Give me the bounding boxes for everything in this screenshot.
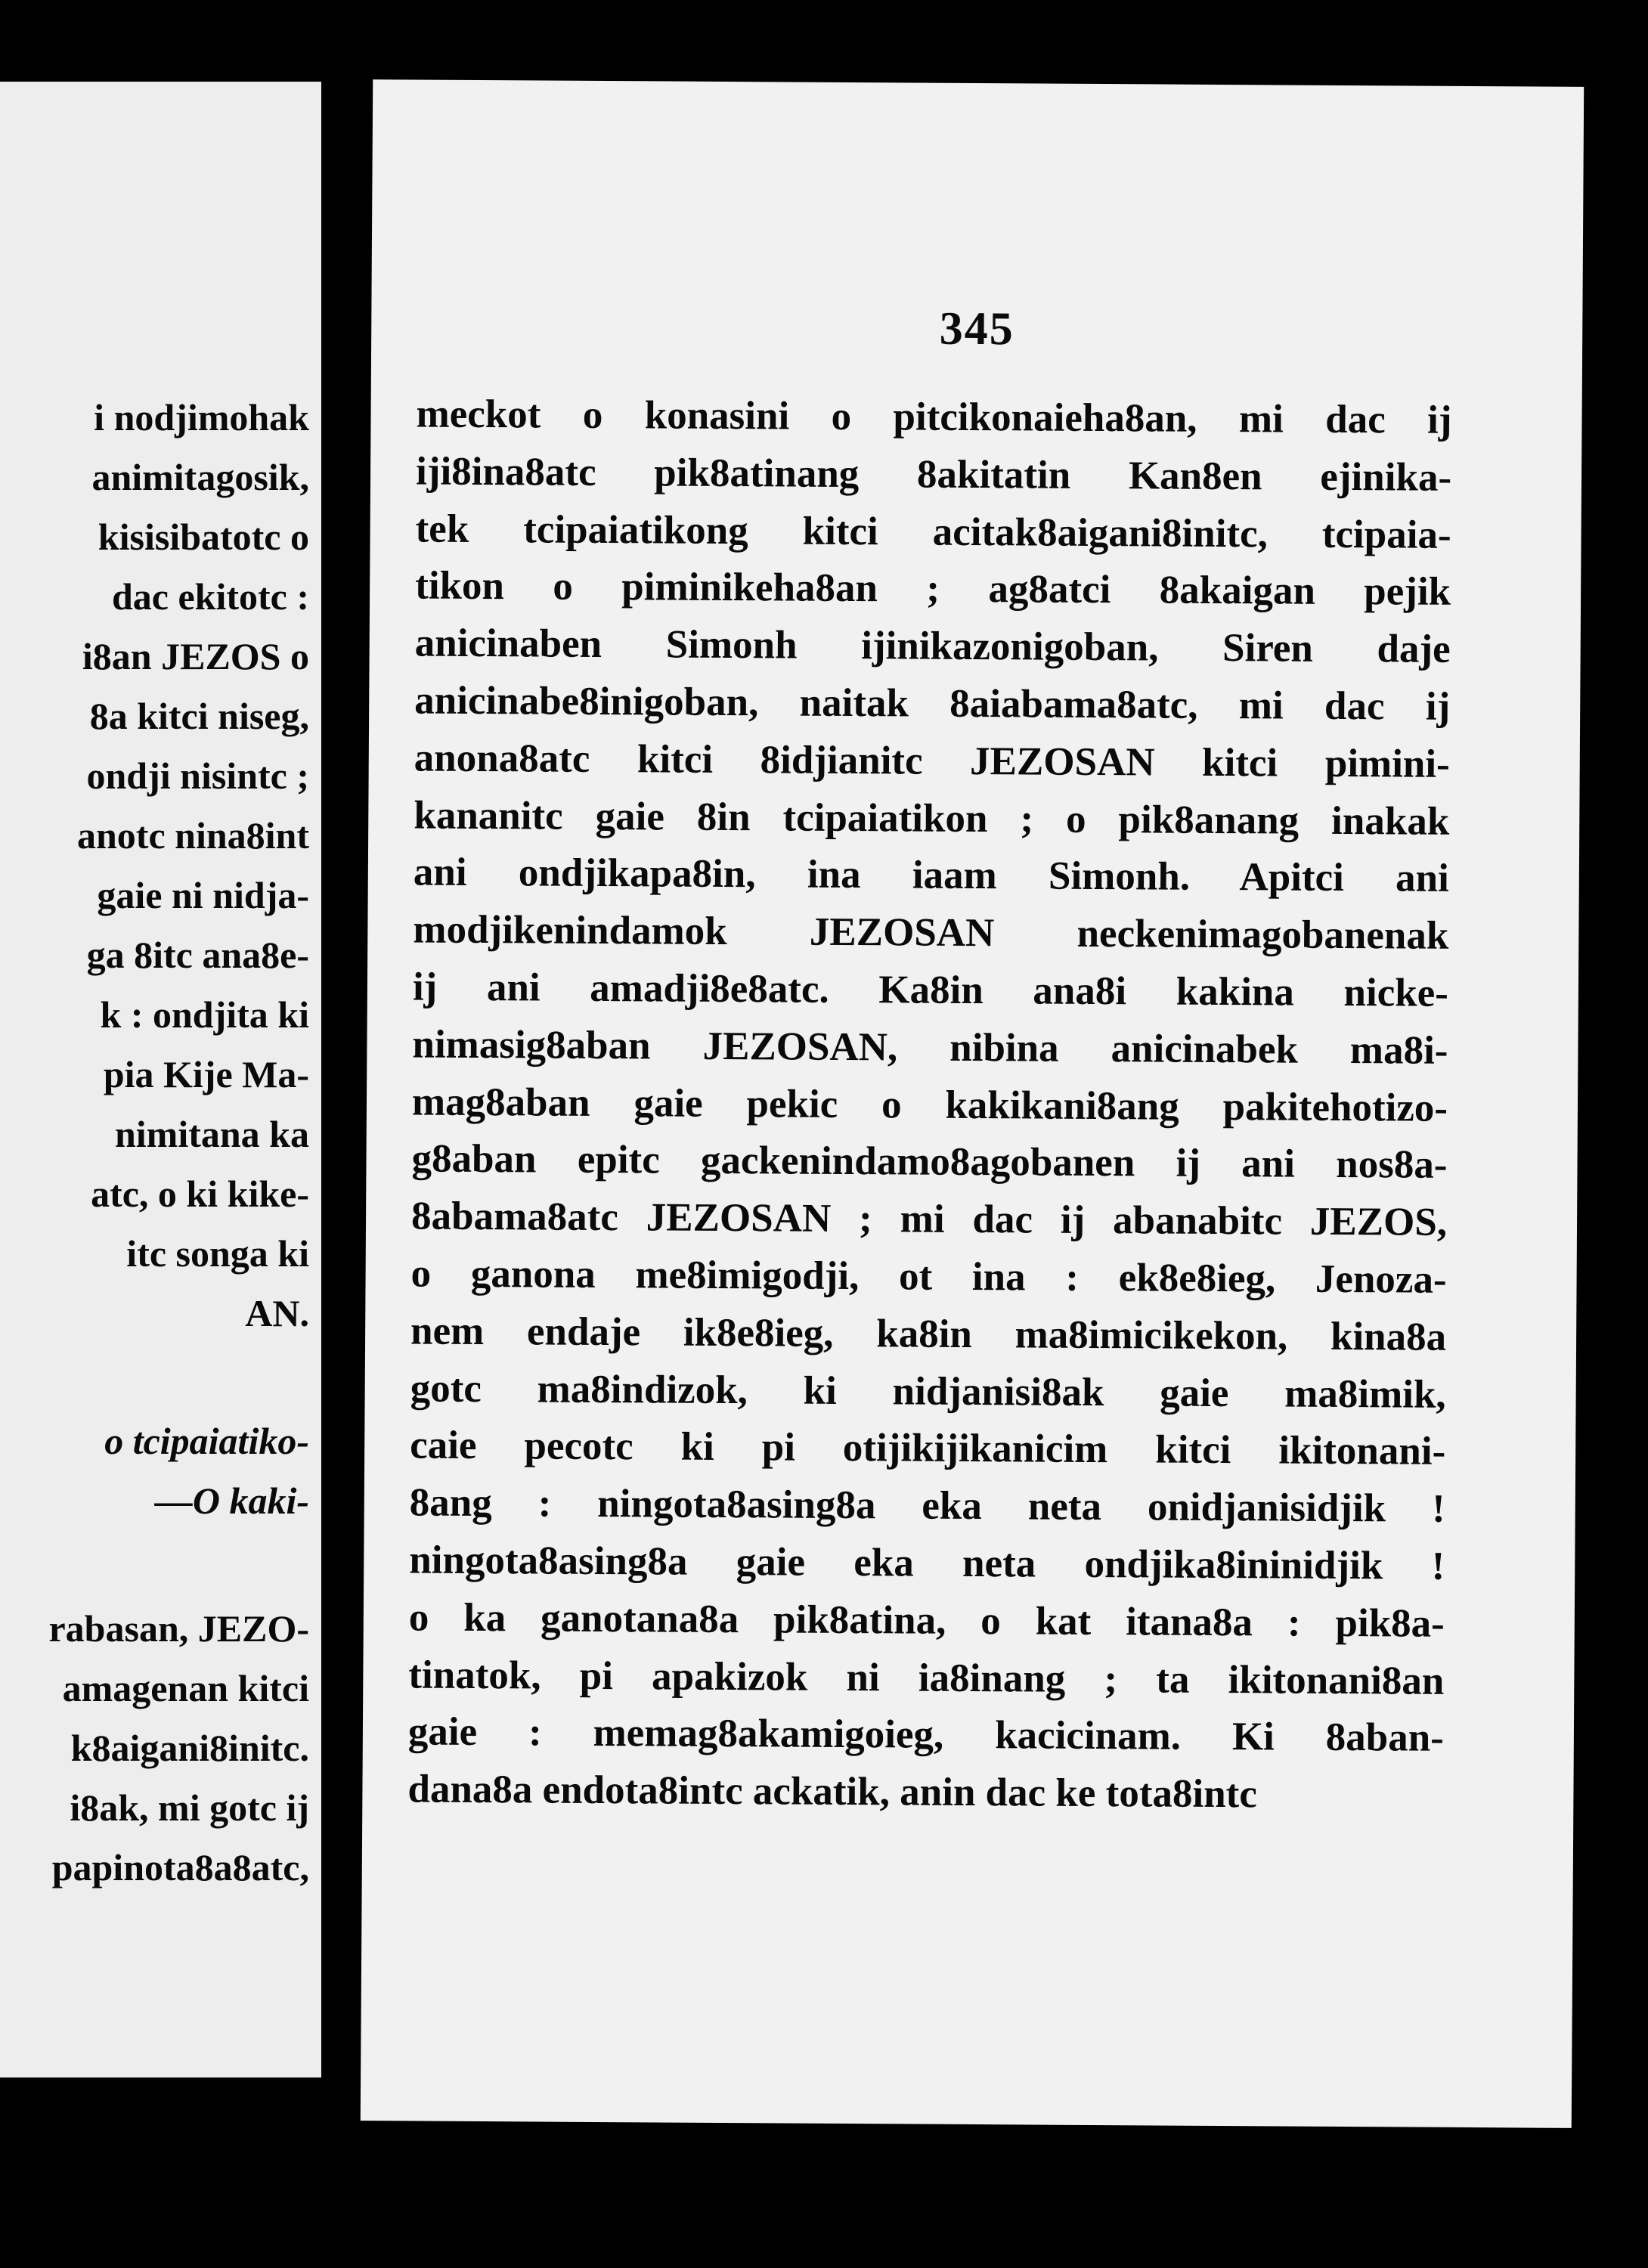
text-line: iji8ina8atc pik8atinang 8akitatin Kan8en ejinika- [415,449,1452,500]
text-line: 8ang : ningota8asing8a eka neta onidjanisidjik ! [409,1480,1445,1531]
left-line: —O kaki- [154,1479,309,1522]
left-line: o tcipaiatiko- [104,1420,309,1462]
text-line: gotc ma8indizok, ki nidjanisi8ak gaie ma8imik, [410,1366,1446,1417]
left-line: atc, o ki kike- [91,1173,309,1215]
body-text [407,386,1452,1824]
text-line: tek tcipaiatikong kitci acitak8aigani8initc, tcipaia- [415,507,1451,557]
text-line: meckot o konasini o pitcikonaieha8an, mi dac ij [416,392,1452,442]
left-page-text [0,388,309,1898]
left-line: itc songa ki [126,1232,309,1275]
text-line: nem endaje ik8e8ieg, ka8in ma8imicikekon, kina8a [410,1309,1447,1359]
text-line: ij ani amadji8e8atc. Ka8in ana8i kakina nicke- [412,965,1449,1015]
text-line: anicinabe8inigoban, naitak 8aiabama8atc, mi dac ij [414,678,1451,729]
text-line: modjikenindamok JEZOSAN neckenimagobanenak [413,907,1449,959]
text-line: o ka ganotana8a pik8atina, o kat itana8a : pik8a- [408,1595,1445,1646]
text-line: dana8a endota8intc ackatik, anin dac ke tota8intc [407,1767,1258,1817]
left-line: nimitana ka [114,1113,309,1155]
page-number: 345 [939,302,1015,355]
text-line: anona8atc kitci 8idjianitc JEZOSAN kitci pimini- [414,736,1450,786]
left-line: ga 8itc ana8e- [86,934,309,976]
left-line: anotc nina8int [76,814,309,857]
text-line: ani ondjikapa8in, ina iaam Simonh. Apitci ani [413,850,1450,901]
left-line: pia Kije Ma- [103,1053,309,1095]
left-gap [0,1343,309,1411]
right-page [361,79,1584,2128]
text-line: nimasig8aban JEZOSAN, nibina anicinabek ma8i- [412,1022,1448,1073]
left-page [0,82,321,2077]
left-line: ondji nisintc ; [86,754,309,797]
left-line: 8a kitci niseg, [89,695,309,737]
left-line: i nodjimohak [94,396,309,438]
text-line: anicinaben Simonh ijinikazonigoban, Siren daje [414,621,1451,672]
left-line: kisisibatotc o [98,516,309,558]
left-line: gaie ni nidja- [97,874,309,916]
left-line: k : ondjita ki [100,993,309,1036]
book-spine-gutter [321,0,367,2268]
left-line: amagenan kitci [62,1667,309,1709]
text-line: kananitc gaie 8in tcipaiatikon ; o pik8anang inakak [414,793,1450,844]
left-line: k8aigani8initc. [70,1727,309,1769]
left-line: papinota8a8atc, [51,1846,309,1888]
text-line: g8aban epitc gackenindamo8agobanen ij ani nos8a- [411,1136,1448,1188]
left-gap [0,1531,309,1599]
left-line: i8ak, mi gotc ij [70,1786,309,1829]
text-line: o ganona me8imigodji, ot ina : ek8e8ieg, Jenoza- [410,1251,1447,1302]
text-line: mag8aban gaie pekic o kakikani8ang pakitehotizo- [411,1080,1448,1130]
left-line: AN. [245,1292,309,1334]
text-line: gaie : memag8akamigoieg, kacicinam. Ki 8aban- [407,1709,1445,1761]
text-line: tinatok, pi apakizok ni ia8inang ; ta ikitonani8an [408,1652,1445,1703]
text-line: caie pecotc ki pi otijikijikanicim kitci ikitonani- [410,1423,1446,1474]
left-line: i8an JEZOS o [82,635,309,677]
left-line: dac ekitotc : [111,575,309,618]
left-line: animitagosik, [91,456,309,498]
text-line: ningota8asing8a gaie eka neta ondjika8ininidjik ! [409,1538,1445,1588]
left-line: rabasan, JEZO- [48,1607,309,1650]
text-line: tikon o piminikeha8an ; ag8atci 8akaigan pejik [414,563,1451,615]
text-line: 8abama8atc JEZOSAN ; mi dac ij abanabitc JEZOS, [410,1194,1448,1244]
